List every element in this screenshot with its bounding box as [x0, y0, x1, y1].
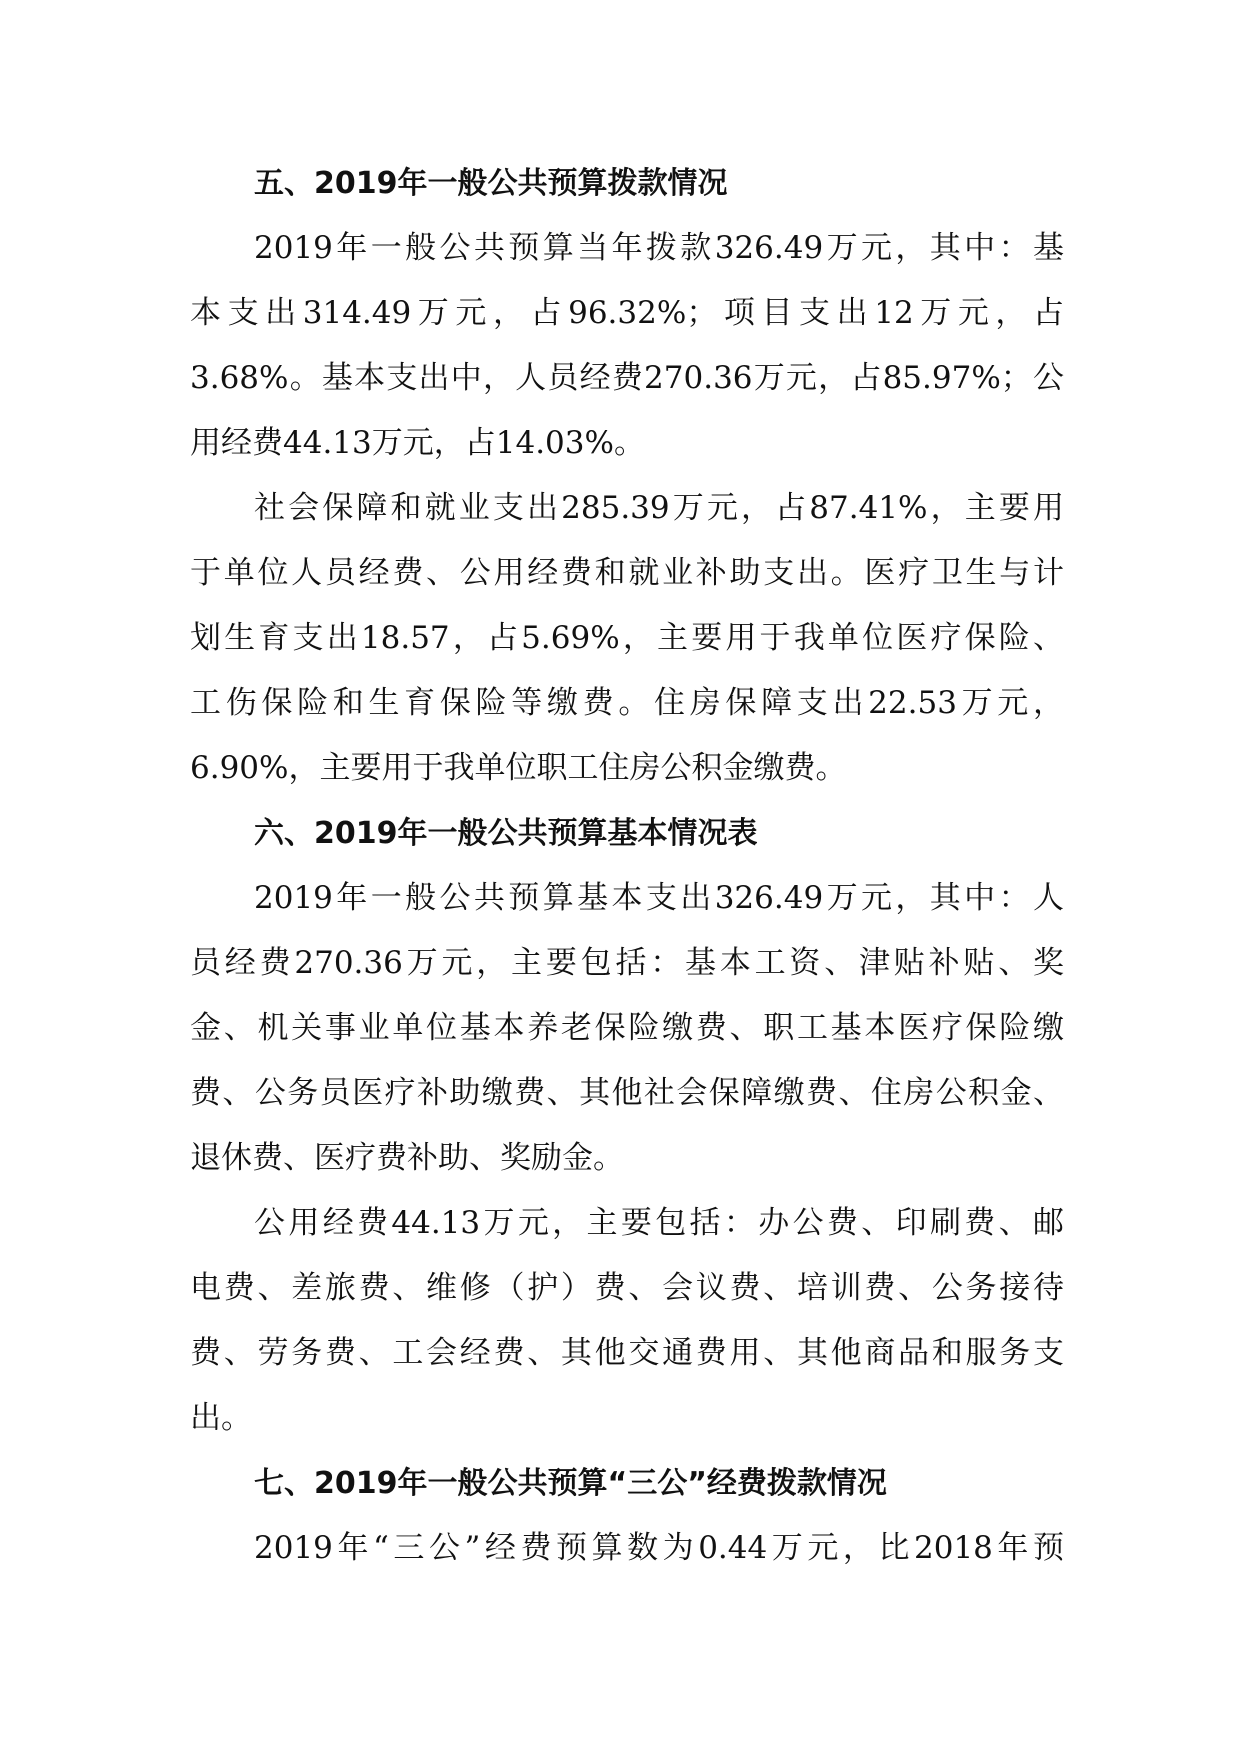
text-line: 员经费270.36万元，主要包括：基本工资、津贴补贴、奖 — [190, 945, 1064, 981]
section-heading: 七、2019年一般公共预算“三公”经费拨款情况 — [254, 1466, 887, 1501]
text-line: 退休费、医疗费补助、奖励金。 — [190, 1140, 624, 1176]
section-heading: 五、2019年一般公共预算拨款情况 — [254, 166, 728, 201]
text-line: 出。 — [190, 1400, 252, 1436]
text-line: 2019年“三公”经费预算数为0.44万元，比2018年预 — [254, 1530, 1064, 1566]
paragraph — [190, 476, 1064, 801]
text-line: 2019年一般公共预算基本支出326.49万元，其中：人 — [254, 880, 1064, 916]
text-line: 于单位人员经费、公用经费和就业补助支出。医疗卫生与计 — [190, 555, 1064, 591]
text-line: 电费、差旅费、维修（护）费、会议费、培训费、公务接待 — [190, 1270, 1064, 1306]
text-line: 6.90%，主要用于我单位职工住房公积金缴费。 — [190, 750, 847, 786]
text-line: 社会保障和就业支出285.39万元，占87.41%，主要用 — [254, 490, 1064, 526]
document-body — [190, 151, 1064, 1581]
paragraph — [190, 216, 1064, 476]
text-line: 划生育支出18.57，占5.69%，主要用于我单位医疗保险、 — [190, 620, 1064, 656]
text-line: 用经费44.13万元，占14.03%。 — [190, 425, 645, 461]
text-line: 3.68%。基本支出中，人员经费270.36万元，占85.97%；公 — [190, 360, 1064, 396]
text-line: 金、机关事业单位基本养老保险缴费、职工基本医疗保险缴 — [190, 1010, 1064, 1046]
section-heading: 六、2019年一般公共预算基本情况表 — [254, 816, 758, 851]
paragraph — [190, 1191, 1064, 1451]
section — [190, 801, 1064, 1451]
paragraph — [190, 1516, 1064, 1581]
section — [190, 1451, 1064, 1581]
text-line: 2019年一般公共预算当年拨款326.49万元，其中：基 — [254, 230, 1064, 266]
text-line: 本支出314.49万元，占96.32%；项目支出12万元，占 — [190, 295, 1064, 331]
text-line: 公用经费44.13万元，主要包括：办公费、印刷费、邮 — [254, 1205, 1064, 1241]
text-line: 费、公务员医疗补助缴费、其他社会保障缴费、住房公积金、 — [190, 1075, 1064, 1111]
text-line: 工伤保险和生育保险等缴费。住房保障支出22.53万元， — [190, 685, 1064, 721]
section — [190, 151, 1064, 801]
text-line: 费、劳务费、工会经费、其他交通费用、其他商品和服务支 — [190, 1335, 1064, 1371]
paragraph — [190, 866, 1064, 1191]
